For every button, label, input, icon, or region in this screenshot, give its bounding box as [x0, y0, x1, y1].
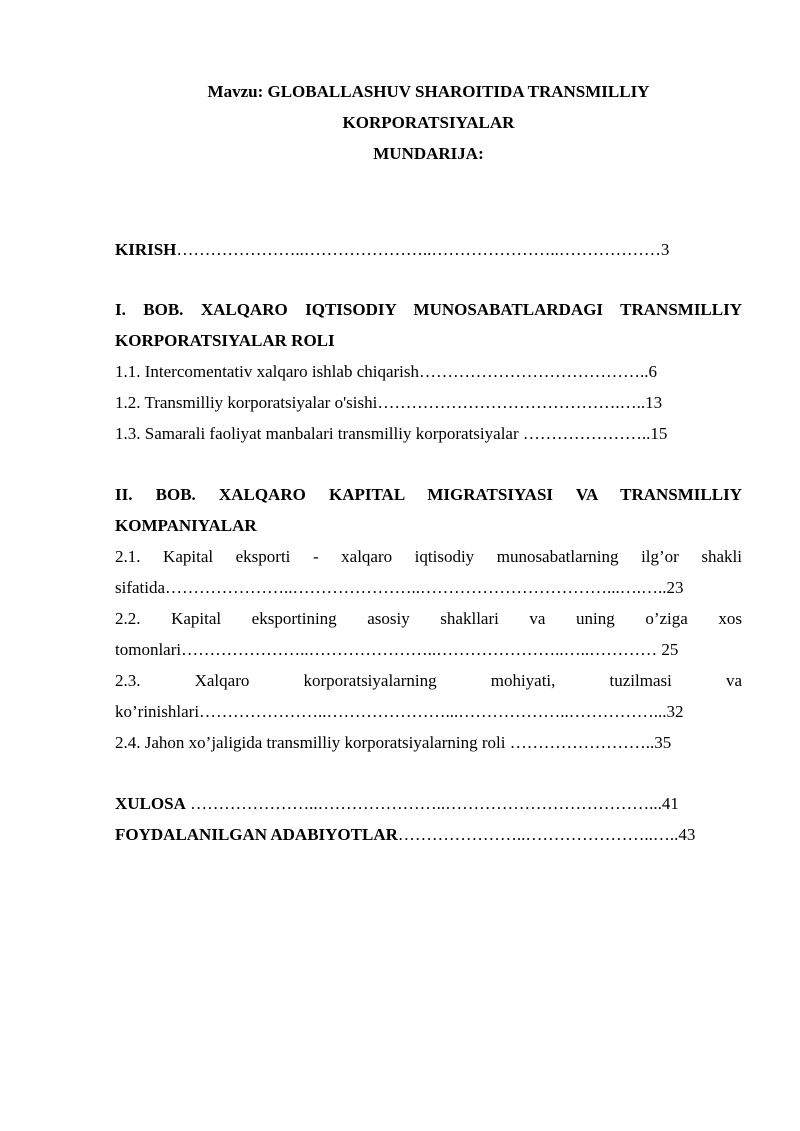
conclusion-rest: …………………..…………………..………………………………...41: [185, 794, 679, 813]
toc-entry-2-2-line-2: tomonlari…………………..…………………..…………………..…..………… 25: [115, 640, 679, 659]
chapter-1-heading-line-1: I. BOB. XALQARO IQTISODIY MUNOSABATLARDAGI TRANSMILLIY: [115, 300, 742, 319]
intro-rest: …………………..…………………..…………………..………………3: [176, 240, 670, 259]
toc-entry-2-1-line-1: 2.1. Kapital eksporti - xalqaro iqtisodiy munosabatlarning ilg’or shakli: [115, 547, 742, 566]
toc-entry-2-3-line-2: ko’rinishlari…………………..…………………...………………..……………...32: [115, 702, 684, 721]
toc-entry-2-2-line-1: 2.2. Kapital eksportining asosiy shakllari va uning o’ziga xos: [115, 609, 742, 628]
toc-entry-1-1: 1.1. Intercomentativ xalqaro ishlab chiqarish…………………………………..6: [115, 362, 658, 381]
references-rest: …………………..…………………..…..43: [397, 825, 696, 844]
chapter-1-heading-line-2: KORPORATSIYALAR ROLI: [115, 331, 335, 350]
toc-entry-2-4: 2.4. Jahon xo’jaligida transmilliy korporatsiyalarning roli ……………………..35: [115, 733, 672, 752]
toc-entry-2-1-line-2: sifatida…………………..…………………..……………………………...….…..23: [115, 578, 684, 597]
table-of-contents: [115, 234, 742, 850]
toc-entry-conclusion: [115, 788, 742, 819]
chapter-2-heading-line-2: KOMPANIYALAR: [115, 516, 257, 535]
contents-heading: MUNDARIJA:: [373, 144, 484, 163]
toc-entry-1-3: 1.3. Samarali faoliyat manbalari transmilliy korporatsiyalar …………………..15: [115, 424, 668, 443]
toc-entry-1-2: 1.2. Transmilliy korporatsiyalar o'sishi…………………………………….…..13: [115, 393, 663, 412]
title-block: [115, 76, 742, 169]
toc-entry-references: [115, 819, 742, 850]
references-label: FOYDALANILGAN ADABIYOTLAR: [115, 825, 398, 844]
toc-entry-intro: [115, 234, 742, 265]
toc-entry-2-3-line-1: 2.3. Xalqaro korporatsiyalarning mohiyati, tuzilmasi va: [115, 671, 742, 690]
title-line-2: KORPORATSIYALAR: [342, 113, 515, 132]
title-line-1: Mavzu: GLOBALLASHUV SHAROITIDA TRANSMILLIY: [207, 82, 650, 101]
intro-label: KIRISH: [115, 240, 177, 259]
conclusion-label: XULOSA: [115, 794, 186, 813]
chapter-2-heading-line-1: II. BOB. XALQARO KAPITAL MIGRATSIYASI VA TRANSMILLIY: [115, 485, 742, 504]
